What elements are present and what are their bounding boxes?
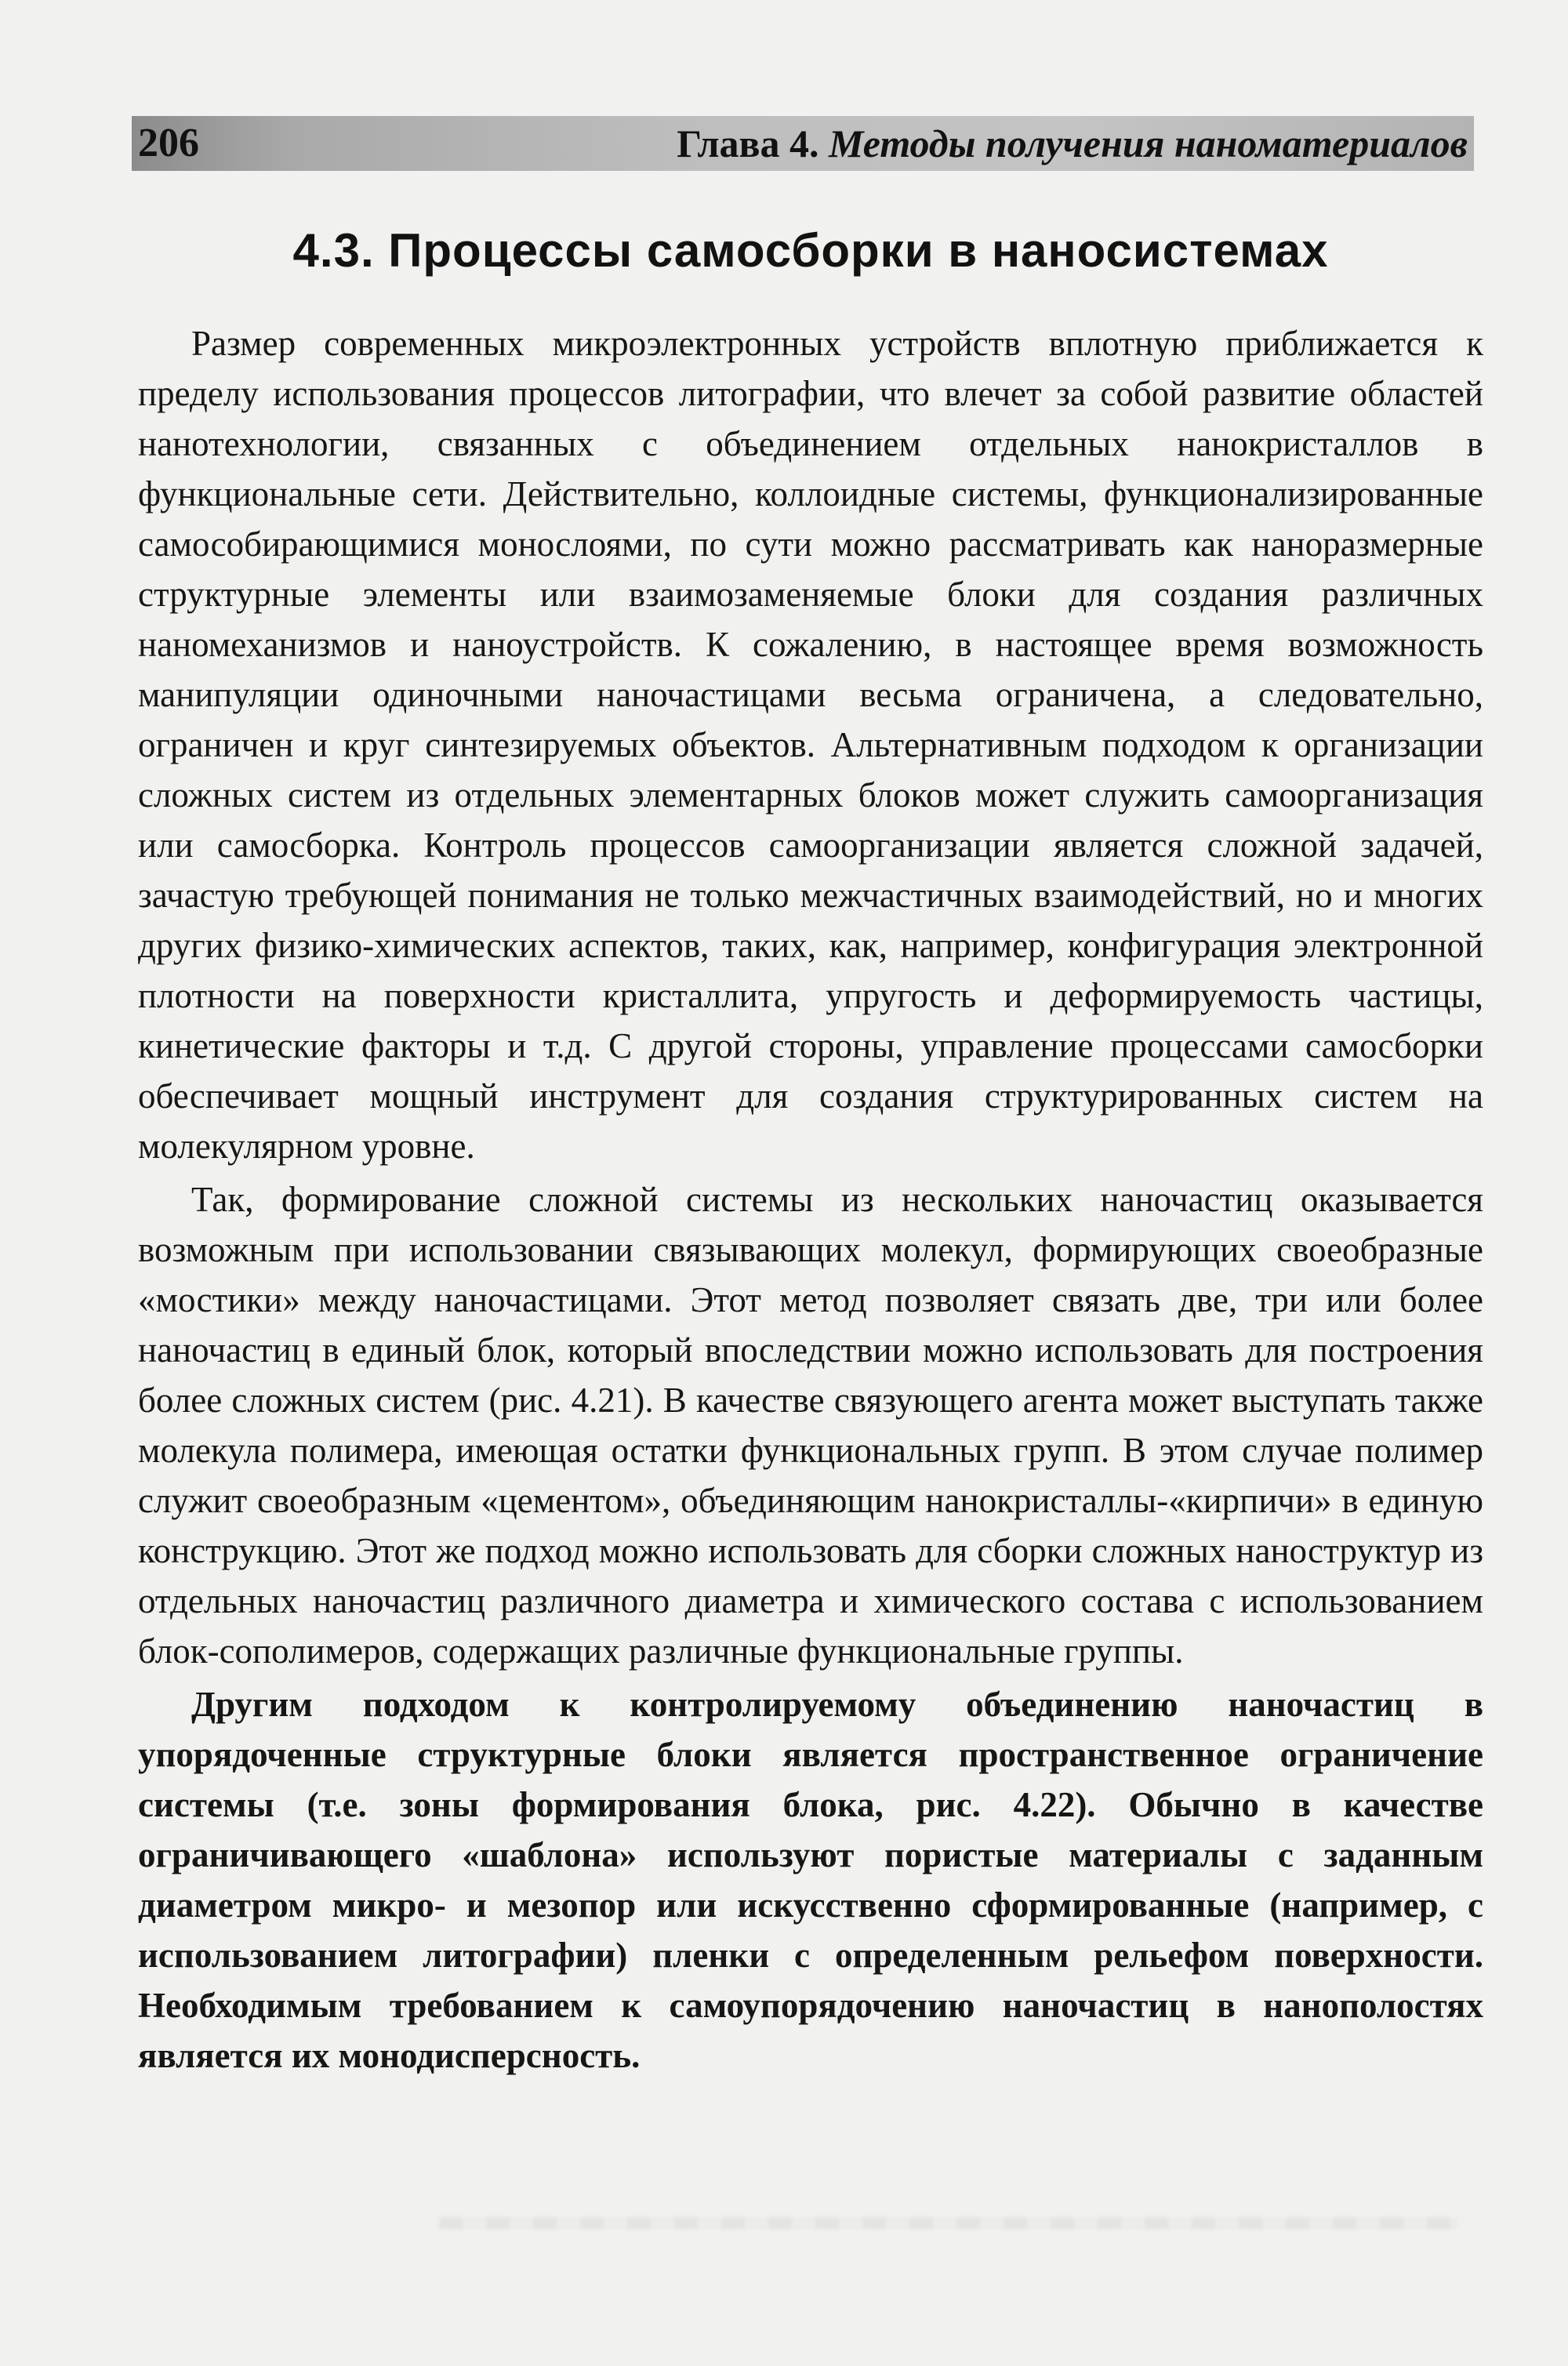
section-title: 4.3. Процессы самосборки в наносистемах: [292, 224, 1329, 277]
show-through-text: [439, 2217, 1458, 2230]
body-text: [138, 318, 1483, 2084]
paragraph-3: Другим подходом к контролируемому объединению наночастиц в упорядоченные структурные блоки является пространственное ограничение системы (т.е. зоны формирования блока, рис. 4.22). Обычно в качестве ограничивающего «шаблона» используют пористые материалы с заданным диаметром микро- и мезопор или искусственно сформированные (например, с использованием литографии) пленки с определенным рельефом поверхности. Необходимым требованием к самоупорядочению наночастиц в нанополостях является их монодисперсность.: [138, 1685, 1483, 2075]
paragraph-1: Размер современных микроэлектронных устройств вплотную приближается к пределу использования процессов литографии, что влечет за собой развитие областей нанотехнологии, связанных с объединением отдельных нанокристаллов в функциональные сети. Действительно, коллоидные системы, функционализированные самособирающимися монослоями, по сути можно рассматривать как наноразмерные структурные элементы или взаимозаменяемые блоки для создания различных наномеханизмов и наноустройств. К сожалению, в настоящее время возможность манипуляции одиночными наночастицами весьма ограничена, а следовательно, ограничен и круг синтезируемых объектов. Альтернативным подходом к организации сложных систем из отдельных элементарных блоков может служить самоорганизация или самосборка. Контроль процессов самоорганизации является сложной задачей, зачастую требующей понимания не только межчастичных взаимодействий, но и многих других физико-химических аспектов, таких, как, например, конфигурация электронной плотности на поверхности кристаллита, упругость и деформируемость частицы, кинетические факторы и т.д. С другой стороны, управление процессами самосборки обеспечивает мощный инструмент для создания структурированных систем на молекулярном уровне.: [138, 324, 1483, 1166]
chapter-label: Глава 4.: [677, 122, 819, 165]
chapter-title: Методы получения наноматериалов: [829, 122, 1468, 165]
paragraph-2: Так, формирование сложной системы из нескольких наночастиц оказывается возможным при использовании связывающих молекул, формирующих своеобразные «мостики» между наночастицами. Этот метод позволяет связать две, три или более наночастиц в единый блок, который впоследствии можно использовать для построения более сложных систем (рис. 4.21). В качестве связующего агента может выступать также молекула полимера, имеющая остатки функциональных групп. В этом случае полимер служит своеобразным «цементом», объединяющим нанокристаллы-«кирпичи» в единую конструкцию. Этот же подход можно использовать для сборки сложных наноструктур из отдельных наночастиц различного диаметра и химического состава с использованием блок-сополимеров, содержащих различные функциональные группы.: [138, 1180, 1483, 1671]
running-head: [677, 118, 1468, 169]
page-number: 206: [138, 121, 199, 165]
